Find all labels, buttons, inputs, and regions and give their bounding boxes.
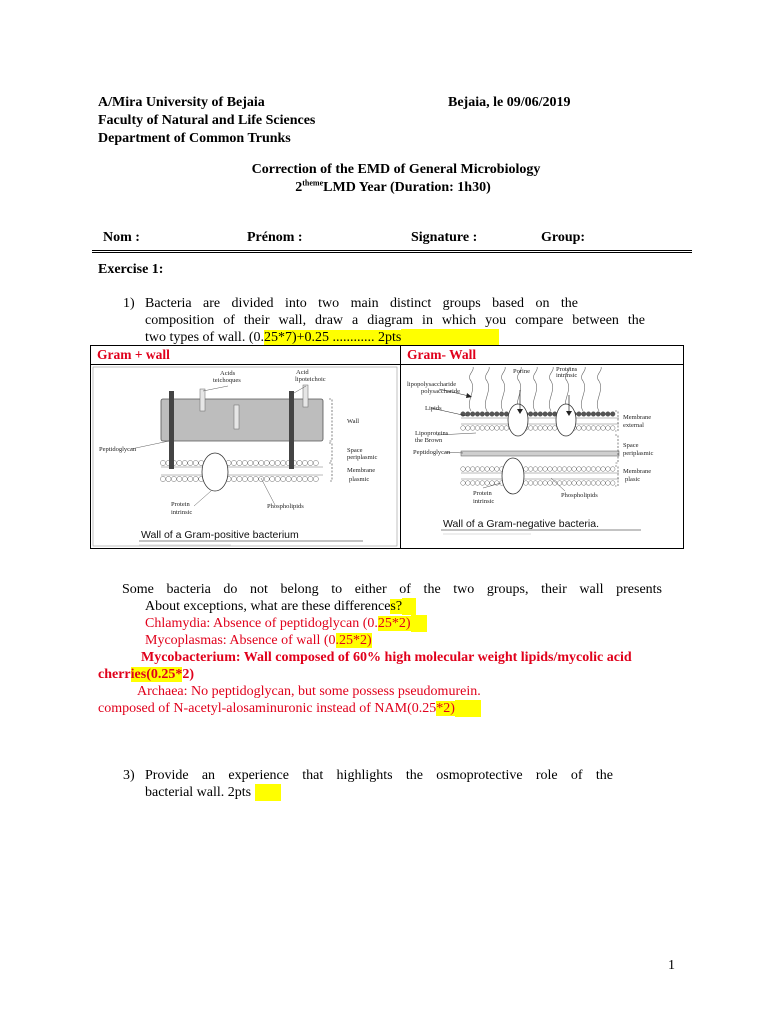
lipid-head <box>581 481 586 486</box>
teichoic-acid-rod <box>303 385 308 407</box>
lipid-head <box>231 476 236 481</box>
lipid-head <box>538 467 543 472</box>
question-1-number: 1) <box>123 296 135 311</box>
lipid-head <box>533 467 538 472</box>
gram-negative-diagram <box>401 365 683 548</box>
label-lipopolysaccharide: lipopolysaccharide <box>407 381 457 388</box>
label-proteins: Proteins <box>556 366 578 373</box>
lipid-head <box>470 426 475 431</box>
lipid-head <box>567 467 572 472</box>
lipid-head <box>490 467 495 472</box>
lipid-head <box>461 426 466 431</box>
lipoteichoic-acid-rod <box>169 391 174 469</box>
lipid-head <box>297 476 302 481</box>
lipid-head <box>308 460 313 465</box>
label-plasmic: plasmic <box>349 476 370 483</box>
outer-membrane <box>461 412 619 431</box>
label-lipoproteins: Lipoproteins <box>415 430 449 437</box>
lipid-head <box>485 426 490 431</box>
lipid-head <box>480 426 485 431</box>
field-nom: Nom : <box>103 230 140 245</box>
lipid-head <box>601 412 606 417</box>
lipid-head <box>610 481 615 486</box>
lipid-head <box>485 481 490 486</box>
lipid-head <box>606 467 611 472</box>
lps-chain <box>581 367 585 411</box>
answer-mycobacterium-line2: cherries(0.25*2) <box>98 667 195 682</box>
lipid-head <box>470 412 475 417</box>
lipid-head <box>586 467 591 472</box>
lipid-head <box>302 476 307 481</box>
label-space: Space <box>347 447 363 454</box>
field-group: Group: <box>541 230 586 245</box>
lipid-head <box>475 426 480 431</box>
label-membrane-plasic: Membrane <box>623 468 652 475</box>
lipid-head <box>182 460 187 465</box>
header-block <box>98 94 315 148</box>
question-3-number: 3) <box>123 768 135 783</box>
gram-positive-diagram <box>91 365 399 548</box>
department-name: Department of Common Trunks <box>98 131 291 146</box>
lipid-head <box>313 476 318 481</box>
university-name: A/Mira University of Bejaia <box>98 95 265 110</box>
peptidoglycan-layer <box>161 399 323 441</box>
label-intrinsic: intrinsic <box>473 498 495 505</box>
teichoic-acid-rod <box>234 405 239 429</box>
gram-negative-caption: Wall of a Gram-negative bacteria. <box>443 518 600 530</box>
wall-comparison-table <box>90 345 684 549</box>
lps-chain <box>485 367 489 411</box>
lipid-head <box>606 412 611 417</box>
lipid-head <box>182 476 187 481</box>
lipid-head <box>242 476 247 481</box>
lipid-head <box>577 426 582 431</box>
lipid-head <box>466 426 471 431</box>
lipid-head <box>253 460 258 465</box>
separator-line <box>92 250 692 253</box>
label-teichoques: teichoques <box>213 377 241 384</box>
question-1-line1: Bacteria are divided into two main distinct groups based on the <box>145 296 578 311</box>
lipid-head <box>270 476 275 481</box>
lipid-head <box>601 481 606 486</box>
label-lipoteichoic: lipoteichoic <box>295 376 326 383</box>
lipid-head <box>248 476 253 481</box>
lps-chain <box>501 367 505 411</box>
lipid-head <box>461 467 466 472</box>
lipid-head <box>543 481 548 486</box>
gram-negative-cell <box>401 365 684 549</box>
lipid-head <box>475 481 480 486</box>
lipid-head <box>259 460 264 465</box>
exceptions-intro-line2: About exceptions, what are these differences? <box>145 598 416 615</box>
lipid-head <box>528 412 533 417</box>
lipid-head <box>572 467 577 472</box>
lipid-head <box>480 467 485 472</box>
exam-title <box>0 161 768 197</box>
lipid-head <box>552 467 557 472</box>
lipid-head <box>572 481 577 486</box>
lipid-head <box>264 460 269 465</box>
lipid-head <box>490 412 495 417</box>
lipid-head <box>596 481 601 486</box>
lipid-head <box>591 412 596 417</box>
question-3-line1: Provide an experience that highlights the osmoprotective role of the <box>145 768 613 783</box>
label-space: Space <box>623 442 639 449</box>
lipid-head <box>237 460 242 465</box>
label-phospholipids: Phospholipids <box>561 492 598 499</box>
lipid-head <box>485 412 490 417</box>
lipid-head <box>480 412 485 417</box>
label-protein: Protein <box>473 490 492 497</box>
lipid-head <box>470 467 475 472</box>
lipid-head <box>475 467 480 472</box>
lipid-head <box>586 426 591 431</box>
lipid-head <box>577 467 582 472</box>
label-lipids: Lipids <box>425 405 442 412</box>
lipid-head <box>495 426 500 431</box>
label-external: external <box>623 422 644 429</box>
answer-mycoplasmas: Mycoplasmas: Absence of wall (0.25*2) <box>145 633 372 648</box>
label-acid: Acid <box>296 369 309 376</box>
gram-positive-cell <box>91 365 401 549</box>
lipid-head <box>259 476 264 481</box>
lipid-head <box>562 481 567 486</box>
table-header-gram-negative: Gram- Wall <box>401 346 684 365</box>
lipid-head <box>577 412 582 417</box>
lipid-head <box>253 476 258 481</box>
label-peptidoglycan: Peptidoglycan <box>413 449 451 456</box>
label-acids: Acids <box>220 370 236 377</box>
label-protein: Protein <box>171 501 190 508</box>
lipid-head <box>466 481 471 486</box>
lipid-head <box>495 412 500 417</box>
answer-archaea-line1: Archaea: No peptidoglycan, but some possess pseudomurein. <box>137 684 481 699</box>
lipid-head <box>581 467 586 472</box>
answer-archaea-line2: composed of N-acetyl-alosaminuronic instead of NAM(0.25*2) <box>98 700 481 717</box>
lps-chain <box>597 367 601 411</box>
lipid-head <box>606 481 611 486</box>
label-wall: Wall <box>347 418 360 425</box>
lipid-head <box>281 476 286 481</box>
label-membrane: Membrane <box>347 467 376 474</box>
lipid-head <box>475 412 480 417</box>
lipid-head <box>231 460 236 465</box>
lipid-head <box>528 467 533 472</box>
lipid-head <box>557 467 562 472</box>
lipid-head <box>270 460 275 465</box>
table-header-gram-positive: Gram + wall <box>91 346 401 365</box>
lipid-head <box>470 481 475 486</box>
label-intrinsic: intrinsic <box>171 509 193 516</box>
intrinsic-protein-shape <box>202 453 228 491</box>
lipid-head <box>264 476 269 481</box>
lipid-head <box>308 476 313 481</box>
lipid-head <box>177 460 182 465</box>
lipid-head <box>523 467 528 472</box>
lipid-head <box>533 426 538 431</box>
label-phospholipids: Phospholipids <box>267 503 304 510</box>
lipid-head <box>610 426 615 431</box>
lipid-head <box>275 476 280 481</box>
lipid-head <box>302 460 307 465</box>
lipid-head <box>160 476 165 481</box>
answer-chlamydia: Chlamydia: Absence of peptidoglycan (0.25*2) <box>145 615 427 632</box>
question-1-line2: composition of their wall, draw a diagram in which you compare between the <box>145 313 645 328</box>
lipopolysaccharide-chains <box>469 367 601 411</box>
lipid-head <box>166 476 171 481</box>
lipoteichoic-acid-rod <box>289 391 294 469</box>
lipid-head <box>538 412 543 417</box>
lipid-head <box>480 481 485 486</box>
lps-chain <box>469 367 473 411</box>
gram-positive-caption: Wall of a Gram-positive bacterium <box>141 529 299 541</box>
lipid-head <box>171 476 176 481</box>
lipid-head <box>567 481 572 486</box>
label-plasic: plasic <box>625 476 641 483</box>
label-polysaccharide: polysaccharide <box>421 388 460 395</box>
exercise-title: Exercise 1: <box>98 262 164 277</box>
lipid-head <box>606 426 611 431</box>
label-peptidoglycan: Peptidoglycan <box>99 446 137 453</box>
lipid-head <box>286 476 291 481</box>
label-membrane-external: Membrane <box>623 414 652 421</box>
lipid-head <box>188 460 193 465</box>
lipid-head <box>297 460 302 465</box>
intrinsic-protein-shape <box>502 458 524 494</box>
lipid-head <box>610 467 615 472</box>
lipid-head <box>581 426 586 431</box>
question-1-line3: two types of wall. (0.25*7)+0.25 ............ 2pts <box>145 329 499 346</box>
lipid-head <box>610 412 615 417</box>
lipid-head <box>543 412 548 417</box>
lipid-head <box>490 481 495 486</box>
faculty-name: Faculty of Natural and Life Sciences <box>98 113 316 128</box>
answer-mycobacterium-line1: Mycobacterium: Wall composed of 60% high molecular weight lipids/mycolic acid <box>141 650 632 665</box>
lipid-head <box>193 460 198 465</box>
label-proteins-intrinsic: intrinsic <box>556 372 578 379</box>
lipid-head <box>548 481 553 486</box>
lipid-head <box>562 467 567 472</box>
thin-peptidoglycan <box>461 451 619 456</box>
lipid-head <box>528 426 533 431</box>
lipid-head <box>596 412 601 417</box>
lipid-head <box>495 467 500 472</box>
lipid-head <box>242 460 247 465</box>
lipid-head <box>586 412 591 417</box>
lipid-head <box>177 476 182 481</box>
lps-chain <box>533 367 537 411</box>
lipid-head <box>533 481 538 486</box>
lipid-head <box>499 426 504 431</box>
lipid-head <box>538 481 543 486</box>
lipid-head <box>281 460 286 465</box>
lipid-head <box>543 467 548 472</box>
lipid-head <box>490 426 495 431</box>
question-3-line2: bacterial wall. 2pts <box>145 784 281 801</box>
lipid-head <box>291 476 296 481</box>
lipid-head <box>596 467 601 472</box>
lipid-head <box>591 467 596 472</box>
lipid-head <box>601 467 606 472</box>
lipid-head <box>581 412 586 417</box>
lipid-head <box>313 460 318 465</box>
lipid-head <box>248 460 253 465</box>
intrinsic-protein-shape <box>556 404 576 436</box>
place-date: Bejaia, le 09/06/2019 <box>448 95 571 110</box>
lipid-head <box>160 460 165 465</box>
lipid-head <box>237 476 242 481</box>
field-signature: Signature : <box>411 230 478 245</box>
lipid-head <box>548 426 553 431</box>
lipid-head <box>586 481 591 486</box>
exam-title-line2: $2^{theme}LMD$ Year (Duration: 1h30) <box>295 178 491 195</box>
exam-title-line1: Correction of the EMD of General Microbiology <box>251 162 541 177</box>
lipid-head <box>577 481 582 486</box>
field-prenom: Prénom : <box>247 230 303 245</box>
lipid-head <box>533 412 538 417</box>
label-periplasmic: periplasmic <box>347 454 378 461</box>
lipid-head <box>601 426 606 431</box>
lipid-head <box>504 426 509 431</box>
lipid-head <box>591 481 596 486</box>
lipid-head <box>499 412 504 417</box>
lipid-head <box>523 481 528 486</box>
lipid-head <box>485 467 490 472</box>
porine-shape <box>508 404 528 436</box>
lipid-head <box>548 412 553 417</box>
label-the-brown: the Brown <box>415 437 443 444</box>
lps-chain <box>549 367 553 411</box>
exceptions-intro-line1: Some bacteria do not belong to either of the two groups, their wall presents <box>122 582 662 597</box>
label-periplasmic: periplasmic <box>623 450 654 457</box>
lipid-head <box>538 426 543 431</box>
lipid-head <box>591 426 596 431</box>
lipid-head <box>552 426 557 431</box>
lipid-head <box>193 476 198 481</box>
lipid-head <box>596 426 601 431</box>
inner-membrane <box>461 467 619 486</box>
label-porine: Porine <box>513 368 530 375</box>
lipid-head <box>461 481 466 486</box>
lipid-head <box>466 467 471 472</box>
teichoic-acid-rod <box>200 389 205 411</box>
page-number: 1 <box>668 958 675 973</box>
lipid-head <box>275 460 280 465</box>
lipid-head <box>528 481 533 486</box>
lipid-head <box>548 467 553 472</box>
lipid-head <box>543 426 548 431</box>
lipid-head <box>188 476 193 481</box>
